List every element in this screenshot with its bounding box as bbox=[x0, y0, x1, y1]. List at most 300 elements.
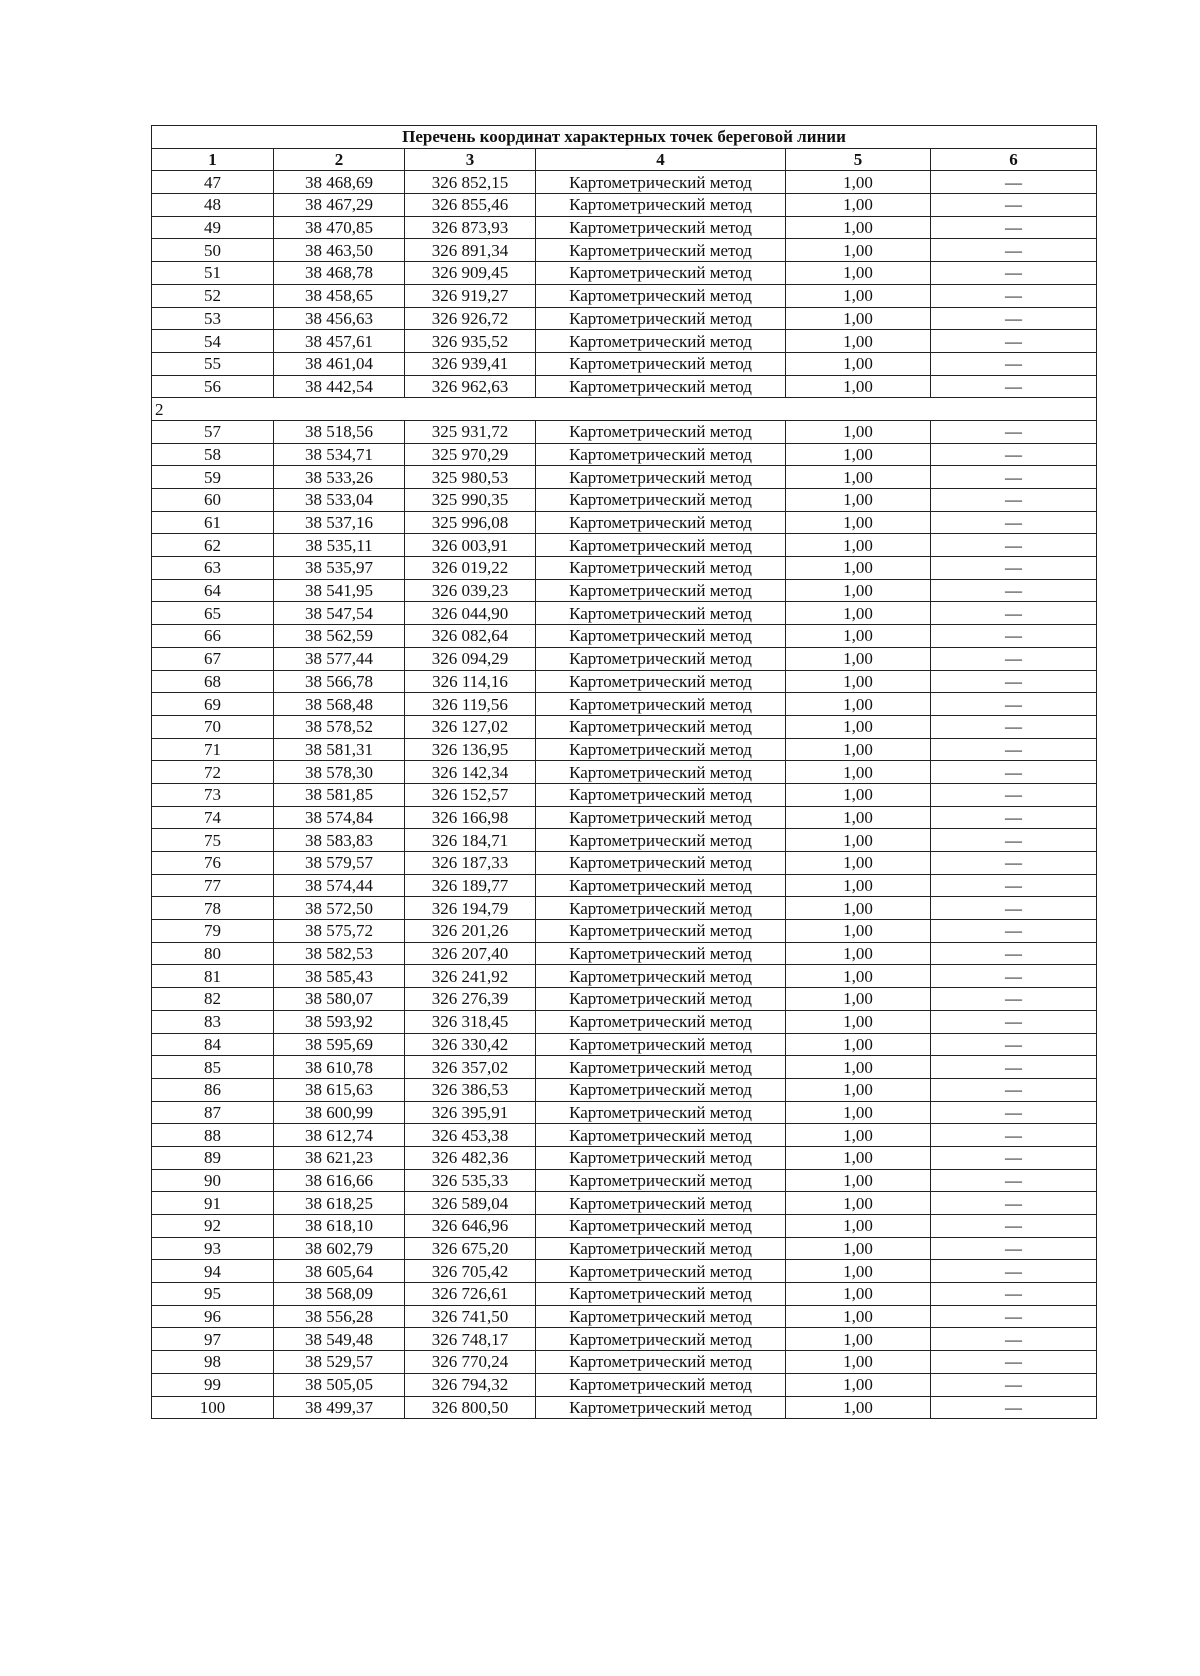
point-number-cell: 77 bbox=[152, 874, 274, 897]
note-cell: — bbox=[931, 1056, 1097, 1079]
point-number-cell: 72 bbox=[152, 761, 274, 784]
note-cell: — bbox=[931, 1283, 1097, 1306]
note-cell: — bbox=[931, 897, 1097, 920]
table-row bbox=[152, 920, 1097, 943]
coordinate-x-cell: 38 612,74 bbox=[274, 1124, 405, 1147]
column-number: 4 bbox=[536, 148, 786, 171]
table-row bbox=[152, 330, 1097, 353]
note-cell: — bbox=[931, 1078, 1097, 1101]
table-row bbox=[152, 874, 1097, 897]
coordinate-y-cell: 326 357,02 bbox=[405, 1056, 536, 1079]
accuracy-cell: 1,00 bbox=[786, 1169, 931, 1192]
point-number-cell: 53 bbox=[152, 307, 274, 330]
point-number-cell: 71 bbox=[152, 738, 274, 761]
table-row bbox=[152, 1124, 1097, 1147]
coordinate-y-cell: 326 909,45 bbox=[405, 262, 536, 285]
method-cell: Картометрический метод bbox=[536, 715, 786, 738]
method-cell: Картометрический метод bbox=[536, 942, 786, 965]
method-cell: Картометрический метод bbox=[536, 375, 786, 398]
accuracy-cell: 1,00 bbox=[786, 1396, 931, 1419]
table-row bbox=[152, 1260, 1097, 1283]
table-row bbox=[152, 852, 1097, 875]
note-cell: — bbox=[931, 420, 1097, 443]
coordinate-y-cell: 326 646,96 bbox=[405, 1215, 536, 1238]
method-cell: Картометрический метод bbox=[536, 466, 786, 489]
note-cell: — bbox=[931, 511, 1097, 534]
method-cell: Картометрический метод bbox=[536, 330, 786, 353]
coordinate-y-cell: 326 276,39 bbox=[405, 988, 536, 1011]
note-cell: — bbox=[931, 171, 1097, 194]
coordinate-x-cell: 38 575,72 bbox=[274, 920, 405, 943]
coordinate-x-cell: 38 605,64 bbox=[274, 1260, 405, 1283]
table-row bbox=[152, 988, 1097, 1011]
method-cell: Картометрический метод bbox=[536, 783, 786, 806]
table-row bbox=[152, 806, 1097, 829]
coordinate-y-cell: 326 039,23 bbox=[405, 579, 536, 602]
point-number-cell: 65 bbox=[152, 602, 274, 625]
accuracy-cell: 1,00 bbox=[786, 1146, 931, 1169]
accuracy-cell: 1,00 bbox=[786, 988, 931, 1011]
method-cell: Картометрический метод bbox=[536, 874, 786, 897]
coordinate-x-cell: 38 533,26 bbox=[274, 466, 405, 489]
method-cell: Картометрический метод bbox=[536, 1260, 786, 1283]
note-cell: — bbox=[931, 1192, 1097, 1215]
table-row bbox=[152, 1283, 1097, 1306]
accuracy-cell: 1,00 bbox=[786, 171, 931, 194]
table-body bbox=[152, 171, 1097, 1419]
coordinates-document bbox=[151, 125, 1096, 1419]
point-number-cell: 61 bbox=[152, 511, 274, 534]
point-number-cell: 68 bbox=[152, 670, 274, 693]
point-number-cell: 100 bbox=[152, 1396, 274, 1419]
method-cell: Картометрический метод bbox=[536, 443, 786, 466]
table-row bbox=[152, 761, 1097, 784]
coordinate-x-cell: 38 537,16 bbox=[274, 511, 405, 534]
note-cell: — bbox=[931, 443, 1097, 466]
accuracy-cell: 1,00 bbox=[786, 511, 931, 534]
accuracy-cell: 1,00 bbox=[786, 466, 931, 489]
accuracy-cell: 1,00 bbox=[786, 1101, 931, 1124]
coordinate-y-cell: 326 127,02 bbox=[405, 715, 536, 738]
table-row bbox=[152, 1396, 1097, 1419]
accuracy-cell: 1,00 bbox=[786, 852, 931, 875]
note-cell: — bbox=[931, 1373, 1097, 1396]
point-number-cell: 73 bbox=[152, 783, 274, 806]
accuracy-cell: 1,00 bbox=[786, 693, 931, 716]
coordinate-x-cell: 38 547,54 bbox=[274, 602, 405, 625]
coordinate-x-cell: 38 579,57 bbox=[274, 852, 405, 875]
coordinate-y-cell: 326 855,46 bbox=[405, 194, 536, 217]
coordinate-y-cell: 326 330,42 bbox=[405, 1033, 536, 1056]
accuracy-cell: 1,00 bbox=[786, 1033, 931, 1056]
coordinate-y-cell: 326 919,27 bbox=[405, 284, 536, 307]
table-row bbox=[152, 625, 1097, 648]
method-cell: Картометрический метод bbox=[536, 920, 786, 943]
method-cell: Картометрический метод bbox=[536, 1373, 786, 1396]
table-row bbox=[152, 693, 1097, 716]
coordinate-y-cell: 326 935,52 bbox=[405, 330, 536, 353]
note-cell: — bbox=[931, 625, 1097, 648]
coordinate-x-cell: 38 581,85 bbox=[274, 783, 405, 806]
coordinate-y-cell: 326 201,26 bbox=[405, 920, 536, 943]
method-cell: Картометрический метод bbox=[536, 1351, 786, 1374]
point-number-cell: 82 bbox=[152, 988, 274, 1011]
note-cell: — bbox=[931, 352, 1097, 375]
coordinate-x-cell: 38 618,25 bbox=[274, 1192, 405, 1215]
note-cell: — bbox=[931, 965, 1097, 988]
point-number-cell: 99 bbox=[152, 1373, 274, 1396]
section-row bbox=[152, 398, 1097, 421]
point-number-cell: 63 bbox=[152, 557, 274, 580]
point-number-cell: 67 bbox=[152, 647, 274, 670]
coordinate-x-cell: 38 621,23 bbox=[274, 1146, 405, 1169]
point-number-cell: 89 bbox=[152, 1146, 274, 1169]
point-number-cell: 94 bbox=[152, 1260, 274, 1283]
column-number: 5 bbox=[786, 148, 931, 171]
accuracy-cell: 1,00 bbox=[786, 579, 931, 602]
coordinate-x-cell: 38 582,53 bbox=[274, 942, 405, 965]
accuracy-cell: 1,00 bbox=[786, 534, 931, 557]
table-row bbox=[152, 239, 1097, 262]
table-title-row bbox=[152, 126, 1097, 149]
coordinate-x-cell: 38 470,85 bbox=[274, 216, 405, 239]
note-cell: — bbox=[931, 262, 1097, 285]
coordinate-y-cell: 326 142,34 bbox=[405, 761, 536, 784]
note-cell: — bbox=[931, 670, 1097, 693]
point-number-cell: 76 bbox=[152, 852, 274, 875]
point-number-cell: 81 bbox=[152, 965, 274, 988]
note-cell: — bbox=[931, 239, 1097, 262]
coordinate-x-cell: 38 585,43 bbox=[274, 965, 405, 988]
note-cell: — bbox=[931, 1124, 1097, 1147]
coordinate-y-cell: 326 152,57 bbox=[405, 783, 536, 806]
accuracy-cell: 1,00 bbox=[786, 307, 931, 330]
table-row bbox=[152, 965, 1097, 988]
method-cell: Картометрический метод bbox=[536, 647, 786, 670]
coordinate-y-cell: 326 770,24 bbox=[405, 1351, 536, 1374]
note-cell: — bbox=[931, 738, 1097, 761]
method-cell: Картометрический метод bbox=[536, 1192, 786, 1215]
method-cell: Картометрический метод bbox=[536, 579, 786, 602]
table-row bbox=[152, 489, 1097, 512]
note-cell: — bbox=[931, 829, 1097, 852]
coordinate-x-cell: 38 535,11 bbox=[274, 534, 405, 557]
coordinate-y-cell: 326 019,22 bbox=[405, 557, 536, 580]
point-number-cell: 74 bbox=[152, 806, 274, 829]
point-number-cell: 93 bbox=[152, 1237, 274, 1260]
point-number-cell: 59 bbox=[152, 466, 274, 489]
coordinate-y-cell: 326 926,72 bbox=[405, 307, 536, 330]
method-cell: Картометрический метод bbox=[536, 806, 786, 829]
method-cell: Картометрический метод bbox=[536, 511, 786, 534]
accuracy-cell: 1,00 bbox=[786, 738, 931, 761]
accuracy-cell: 1,00 bbox=[786, 647, 931, 670]
point-number-cell: 69 bbox=[152, 693, 274, 716]
table-row bbox=[152, 897, 1097, 920]
accuracy-cell: 1,00 bbox=[786, 1215, 931, 1238]
accuracy-cell: 1,00 bbox=[786, 262, 931, 285]
point-number-cell: 50 bbox=[152, 239, 274, 262]
coordinate-y-cell: 326 962,63 bbox=[405, 375, 536, 398]
coordinate-y-cell: 326 187,33 bbox=[405, 852, 536, 875]
coordinate-y-cell: 326 482,36 bbox=[405, 1146, 536, 1169]
accuracy-cell: 1,00 bbox=[786, 1351, 931, 1374]
accuracy-cell: 1,00 bbox=[786, 1283, 931, 1306]
note-cell: — bbox=[931, 1305, 1097, 1328]
coordinate-x-cell: 38 602,79 bbox=[274, 1237, 405, 1260]
coordinate-x-cell: 38 618,10 bbox=[274, 1215, 405, 1238]
table-title: Перечень координат характерных точек береговой линии bbox=[152, 126, 1097, 149]
coordinate-x-cell: 38 574,44 bbox=[274, 874, 405, 897]
table-row bbox=[152, 783, 1097, 806]
point-number-cell: 87 bbox=[152, 1101, 274, 1124]
note-cell: — bbox=[931, 1146, 1097, 1169]
accuracy-cell: 1,00 bbox=[786, 1237, 931, 1260]
coordinate-y-cell: 326 741,50 bbox=[405, 1305, 536, 1328]
accuracy-cell: 1,00 bbox=[786, 239, 931, 262]
coordinate-x-cell: 38 468,78 bbox=[274, 262, 405, 285]
table-row bbox=[152, 375, 1097, 398]
point-number-cell: 92 bbox=[152, 1215, 274, 1238]
coordinate-y-cell: 326 166,98 bbox=[405, 806, 536, 829]
table-row bbox=[152, 1351, 1097, 1374]
accuracy-cell: 1,00 bbox=[786, 1328, 931, 1351]
method-cell: Картометрический метод bbox=[536, 1283, 786, 1306]
method-cell: Картометрический метод bbox=[536, 625, 786, 648]
coordinate-y-cell: 326 184,71 bbox=[405, 829, 536, 852]
coordinate-y-cell: 326 748,17 bbox=[405, 1328, 536, 1351]
accuracy-cell: 1,00 bbox=[786, 375, 931, 398]
point-number-cell: 88 bbox=[152, 1124, 274, 1147]
method-cell: Картометрический метод bbox=[536, 1033, 786, 1056]
accuracy-cell: 1,00 bbox=[786, 1124, 931, 1147]
note-cell: — bbox=[931, 693, 1097, 716]
table-row bbox=[152, 1215, 1097, 1238]
accuracy-cell: 1,00 bbox=[786, 194, 931, 217]
coordinate-x-cell: 38 577,44 bbox=[274, 647, 405, 670]
method-cell: Картометрический метод bbox=[536, 670, 786, 693]
coordinate-x-cell: 38 456,63 bbox=[274, 307, 405, 330]
note-cell: — bbox=[931, 1351, 1097, 1374]
table-row bbox=[152, 443, 1097, 466]
accuracy-cell: 1,00 bbox=[786, 1260, 931, 1283]
method-cell: Картометрический метод bbox=[536, 1056, 786, 1079]
note-cell: — bbox=[931, 557, 1097, 580]
point-number-cell: 64 bbox=[152, 579, 274, 602]
note-cell: — bbox=[931, 806, 1097, 829]
method-cell: Картометрический метод bbox=[536, 352, 786, 375]
table-row bbox=[152, 171, 1097, 194]
coordinate-x-cell: 38 442,54 bbox=[274, 375, 405, 398]
accuracy-cell: 1,00 bbox=[786, 1305, 931, 1328]
note-cell: — bbox=[931, 489, 1097, 512]
accuracy-cell: 1,00 bbox=[786, 625, 931, 648]
point-number-cell: 95 bbox=[152, 1283, 274, 1306]
method-cell: Картометрический метод bbox=[536, 1146, 786, 1169]
table-row bbox=[152, 194, 1097, 217]
accuracy-cell: 1,00 bbox=[786, 420, 931, 443]
accuracy-cell: 1,00 bbox=[786, 284, 931, 307]
method-cell: Картометрический метод bbox=[536, 1124, 786, 1147]
table-row bbox=[152, 1328, 1097, 1351]
coordinate-y-cell: 326 453,38 bbox=[405, 1124, 536, 1147]
point-number-cell: 84 bbox=[152, 1033, 274, 1056]
point-number-cell: 75 bbox=[152, 829, 274, 852]
accuracy-cell: 1,00 bbox=[786, 829, 931, 852]
table-row bbox=[152, 352, 1097, 375]
method-cell: Картометрический метод bbox=[536, 284, 786, 307]
accuracy-cell: 1,00 bbox=[786, 715, 931, 738]
coordinate-y-cell: 326 003,91 bbox=[405, 534, 536, 557]
coordinate-y-cell: 326 852,15 bbox=[405, 171, 536, 194]
note-cell: — bbox=[931, 874, 1097, 897]
note-cell: — bbox=[931, 942, 1097, 965]
method-cell: Картометрический метод bbox=[536, 307, 786, 330]
note-cell: — bbox=[931, 534, 1097, 557]
accuracy-cell: 1,00 bbox=[786, 330, 931, 353]
point-number-cell: 86 bbox=[152, 1078, 274, 1101]
point-number-cell: 57 bbox=[152, 420, 274, 443]
table-row bbox=[152, 670, 1097, 693]
note-cell: — bbox=[931, 852, 1097, 875]
accuracy-cell: 1,00 bbox=[786, 1373, 931, 1396]
note-cell: — bbox=[931, 1260, 1097, 1283]
coordinate-y-cell: 326 589,04 bbox=[405, 1192, 536, 1215]
accuracy-cell: 1,00 bbox=[786, 761, 931, 784]
coordinate-x-cell: 38 467,29 bbox=[274, 194, 405, 217]
method-cell: Картометрический метод bbox=[536, 965, 786, 988]
point-number-cell: 78 bbox=[152, 897, 274, 920]
coordinate-x-cell: 38 463,50 bbox=[274, 239, 405, 262]
coordinate-y-cell: 325 980,53 bbox=[405, 466, 536, 489]
coordinate-x-cell: 38 595,69 bbox=[274, 1033, 405, 1056]
method-cell: Картометрический метод bbox=[536, 194, 786, 217]
method-cell: Картометрический метод bbox=[536, 1101, 786, 1124]
coordinates-table bbox=[151, 125, 1097, 1419]
coordinate-y-cell: 326 386,53 bbox=[405, 1078, 536, 1101]
method-cell: Картометрический метод bbox=[536, 693, 786, 716]
accuracy-cell: 1,00 bbox=[786, 443, 931, 466]
coordinate-x-cell: 38 583,83 bbox=[274, 829, 405, 852]
table-row bbox=[152, 1033, 1097, 1056]
point-number-cell: 62 bbox=[152, 534, 274, 557]
point-number-cell: 70 bbox=[152, 715, 274, 738]
point-number-cell: 48 bbox=[152, 194, 274, 217]
accuracy-cell: 1,00 bbox=[786, 1056, 931, 1079]
coordinate-y-cell: 326 119,56 bbox=[405, 693, 536, 716]
table-row bbox=[152, 942, 1097, 965]
table-row bbox=[152, 420, 1097, 443]
coordinate-x-cell: 38 616,66 bbox=[274, 1169, 405, 1192]
coordinate-y-cell: 325 970,29 bbox=[405, 443, 536, 466]
accuracy-cell: 1,00 bbox=[786, 1192, 931, 1215]
method-cell: Картометрический метод bbox=[536, 534, 786, 557]
note-cell: — bbox=[931, 920, 1097, 943]
point-number-cell: 96 bbox=[152, 1305, 274, 1328]
coordinate-x-cell: 38 572,50 bbox=[274, 897, 405, 920]
coordinate-x-cell: 38 578,30 bbox=[274, 761, 405, 784]
table-row bbox=[152, 284, 1097, 307]
method-cell: Картометрический метод bbox=[536, 988, 786, 1011]
table-row bbox=[152, 647, 1097, 670]
accuracy-cell: 1,00 bbox=[786, 602, 931, 625]
table-row bbox=[152, 1078, 1097, 1101]
coordinate-y-cell: 325 996,08 bbox=[405, 511, 536, 534]
coordinate-x-cell: 38 461,04 bbox=[274, 352, 405, 375]
point-number-cell: 54 bbox=[152, 330, 274, 353]
note-cell: — bbox=[931, 466, 1097, 489]
point-number-cell: 90 bbox=[152, 1169, 274, 1192]
coordinate-x-cell: 38 468,69 bbox=[274, 171, 405, 194]
point-number-cell: 97 bbox=[152, 1328, 274, 1351]
note-cell: — bbox=[931, 1101, 1097, 1124]
table-row bbox=[152, 1056, 1097, 1079]
coordinate-x-cell: 38 457,61 bbox=[274, 330, 405, 353]
accuracy-cell: 1,00 bbox=[786, 920, 931, 943]
note-cell: — bbox=[931, 1033, 1097, 1056]
method-cell: Картометрический метод bbox=[536, 1396, 786, 1419]
coordinate-y-cell: 326 891,34 bbox=[405, 239, 536, 262]
note-cell: — bbox=[931, 1328, 1097, 1351]
accuracy-cell: 1,00 bbox=[786, 942, 931, 965]
coordinate-x-cell: 38 574,84 bbox=[274, 806, 405, 829]
method-cell: Картометрический метод bbox=[536, 216, 786, 239]
coordinate-x-cell: 38 499,37 bbox=[274, 1396, 405, 1419]
coordinate-y-cell: 326 535,33 bbox=[405, 1169, 536, 1192]
note-cell: — bbox=[931, 375, 1097, 398]
note-cell: — bbox=[931, 1010, 1097, 1033]
method-cell: Картометрический метод bbox=[536, 761, 786, 784]
method-cell: Картометрический метод bbox=[536, 1078, 786, 1101]
coordinate-x-cell: 38 458,65 bbox=[274, 284, 405, 307]
coordinate-y-cell: 326 705,42 bbox=[405, 1260, 536, 1283]
table-row bbox=[152, 534, 1097, 557]
note-cell: — bbox=[931, 1169, 1097, 1192]
method-cell: Картометрический метод bbox=[536, 557, 786, 580]
coordinate-x-cell: 38 549,48 bbox=[274, 1328, 405, 1351]
table-row bbox=[152, 216, 1097, 239]
note-cell: — bbox=[931, 783, 1097, 806]
coordinate-y-cell: 326 194,79 bbox=[405, 897, 536, 920]
accuracy-cell: 1,00 bbox=[786, 1010, 931, 1033]
table-row bbox=[152, 579, 1097, 602]
note-cell: — bbox=[931, 1396, 1097, 1419]
point-number-cell: 98 bbox=[152, 1351, 274, 1374]
table-row bbox=[152, 307, 1097, 330]
note-cell: — bbox=[931, 602, 1097, 625]
note-cell: — bbox=[931, 307, 1097, 330]
coordinate-x-cell: 38 578,52 bbox=[274, 715, 405, 738]
coordinate-y-cell: 326 794,32 bbox=[405, 1373, 536, 1396]
table-row bbox=[152, 715, 1097, 738]
method-cell: Картометрический метод bbox=[536, 1169, 786, 1192]
coordinate-y-cell: 326 395,91 bbox=[405, 1101, 536, 1124]
point-number-cell: 56 bbox=[152, 375, 274, 398]
point-number-cell: 83 bbox=[152, 1010, 274, 1033]
coordinate-x-cell: 38 593,92 bbox=[274, 1010, 405, 1033]
coordinate-x-cell: 38 556,28 bbox=[274, 1305, 405, 1328]
method-cell: Картометрический метод bbox=[536, 1328, 786, 1351]
column-number: 6 bbox=[931, 148, 1097, 171]
note-cell: — bbox=[931, 216, 1097, 239]
coordinate-x-cell: 38 562,59 bbox=[274, 625, 405, 648]
coordinate-x-cell: 38 505,05 bbox=[274, 1373, 405, 1396]
method-cell: Картометрический метод bbox=[536, 738, 786, 761]
method-cell: Картометрический метод bbox=[536, 171, 786, 194]
column-number: 3 bbox=[405, 148, 536, 171]
column-number: 1 bbox=[152, 148, 274, 171]
coordinate-y-cell: 326 675,20 bbox=[405, 1237, 536, 1260]
